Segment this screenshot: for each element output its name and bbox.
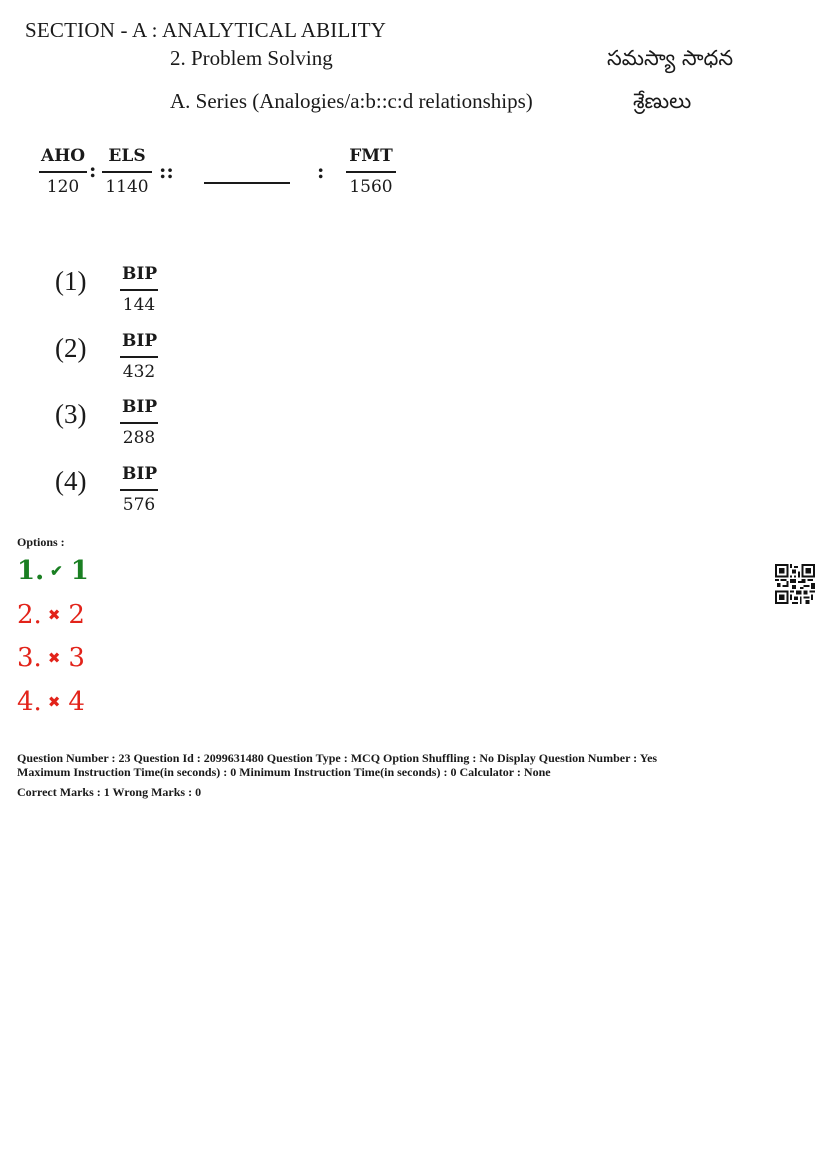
cross-icon: ✖ [47, 606, 61, 624]
fraction-numerator: FMT [349, 146, 393, 166]
fraction-numerator: AHO [41, 146, 86, 166]
choice-fraction-4 [120, 466, 158, 514]
choice-label: (3) [55, 399, 87, 429]
topic-title-telugu: శ్రేణులు [633, 89, 692, 113]
fraction-denominator: 120 [46, 177, 80, 197]
choice-fraction-2 [120, 333, 158, 381]
choice-label: (2) [55, 333, 87, 363]
fraction-denominator: 1140 [105, 177, 149, 197]
question-fraction-3 [346, 148, 396, 196]
question-meta-line-2: Maximum Instruction Time(in seconds) : 0 Minimum Instruction Time(in seconds) : 0 Calculator : None [17, 765, 551, 779]
cross-icon: ✖ [47, 649, 61, 667]
fraction-denominator: 432 [122, 362, 156, 382]
subsection-title-telugu: సమస్యా సాధన [607, 46, 734, 70]
option-index: 1. [17, 556, 45, 586]
question-fraction-2 [102, 148, 152, 196]
option-index: 4. [17, 687, 42, 717]
fraction-denominator: 576 [122, 495, 156, 515]
fraction-numerator: ELS [108, 146, 146, 166]
check-icon: ✔ [50, 562, 63, 580]
qr-code-icon [775, 564, 815, 604]
option-3 [17, 643, 85, 673]
fraction-numerator: BIP [122, 464, 158, 484]
option-value: 4 [68, 687, 85, 717]
choice-fraction-3 [120, 399, 158, 447]
subsection-title: 2. Problem Solving [170, 46, 333, 70]
option-4 [17, 687, 85, 717]
ratio-colon: : [89, 158, 97, 182]
fraction-numerator: BIP [122, 264, 158, 284]
fraction-denominator: 1560 [349, 177, 393, 197]
cross-icon: ✖ [47, 693, 61, 711]
question-marks: Correct Marks : 1 Wrong Marks : 0 [17, 785, 202, 799]
option-value: 2 [68, 600, 85, 630]
topic-title: A. Series (Analogies/a:b::c:d relationships) [170, 89, 533, 113]
fraction-numerator: BIP [122, 397, 158, 417]
option-2 [17, 600, 85, 630]
proportion-double-colon: :: [159, 159, 174, 183]
section-title: SECTION - A : ANALYTICAL ABILITY [25, 18, 387, 42]
choice-fraction-1 [120, 266, 158, 314]
option-1 [17, 556, 89, 586]
option-value: 3 [68, 643, 85, 673]
option-index: 3. [17, 643, 42, 673]
question-fraction-1 [39, 148, 87, 196]
ratio-colon: : [317, 159, 325, 183]
option-index: 2. [17, 600, 42, 630]
answer-blank [204, 182, 290, 184]
question-meta-line-1: Question Number : 23 Question Id : 2099631480 Question Type : MCQ Option Shuffling : No Display Question Number : Yes [17, 751, 658, 765]
fraction-denominator: 144 [122, 295, 156, 315]
choice-label: (4) [55, 466, 87, 496]
option-value: 1 [70, 556, 89, 586]
choice-label: (1) [55, 266, 87, 296]
options-label: Options : [17, 535, 65, 549]
fraction-numerator: BIP [122, 331, 158, 351]
fraction-denominator: 288 [122, 428, 156, 448]
